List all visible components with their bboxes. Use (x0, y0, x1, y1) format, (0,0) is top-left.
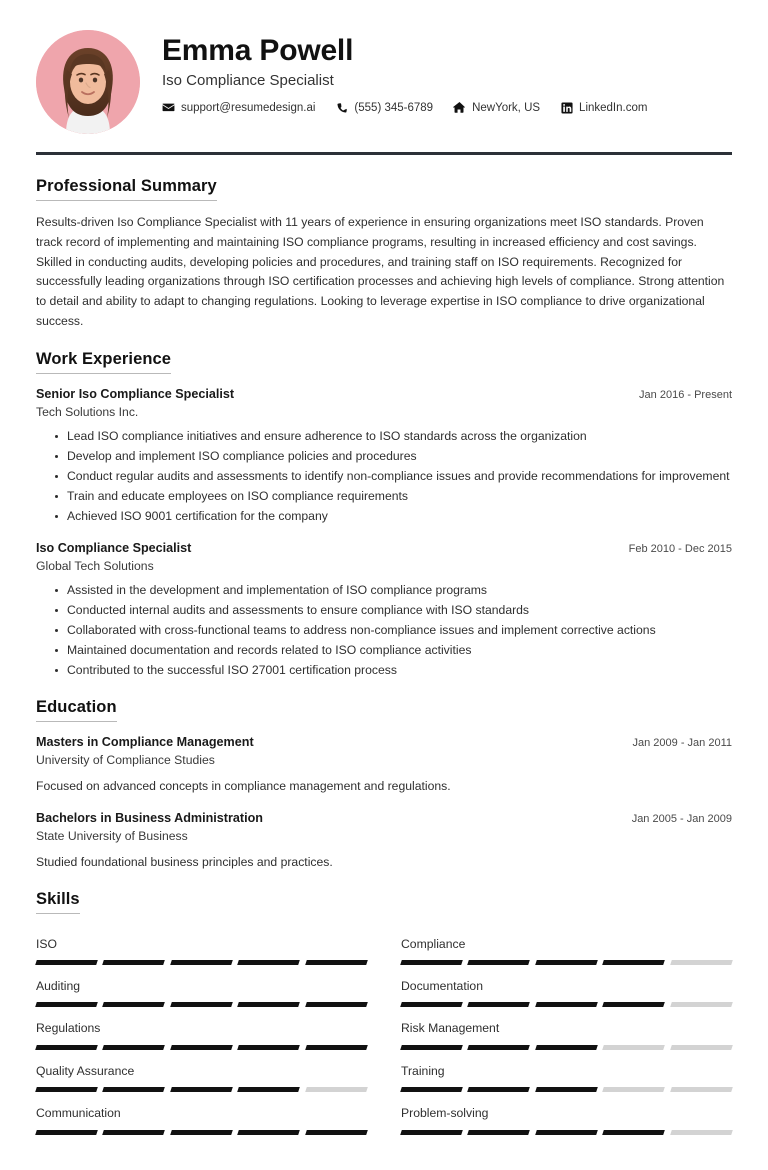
work-date-range: Jan 2016 - Present (639, 388, 732, 401)
skill-level-bar (401, 1087, 732, 1092)
skill-level-segment (237, 1002, 300, 1007)
education-date-range: Jan 2009 - Jan 2011 (632, 737, 732, 749)
skill-level-segment (468, 1087, 531, 1092)
skill-level-segment (535, 1045, 598, 1050)
skill-level-segment (602, 1130, 665, 1135)
education-degree: Masters in Compliance Management (36, 735, 254, 749)
skill-label: Training (401, 1063, 445, 1078)
skill-level-bar (36, 1087, 367, 1092)
skill-level-segment (670, 960, 733, 965)
education-entry (36, 810, 732, 872)
skill-item (36, 1010, 367, 1052)
skill-level-segment (670, 1002, 733, 1007)
work-entry-head (36, 386, 732, 403)
contact-linkedin-text: LinkedIn.com (579, 101, 648, 114)
work-entry-head (36, 540, 732, 557)
skill-level-segment (400, 1130, 463, 1135)
section-skills (36, 890, 732, 1138)
skill-level-segment (400, 1045, 463, 1050)
skill-level-segment (670, 1087, 733, 1092)
skill-level-segment (35, 1087, 98, 1092)
skill-level-bar (401, 1130, 732, 1135)
resume-header (36, 30, 732, 152)
contact-location[interactable] (453, 101, 540, 114)
skill-label: Regulations (36, 1021, 101, 1036)
skill-item (401, 1053, 732, 1095)
list-item: Lead ISO compliance initiatives and ensure adherence to ISO standards across the organization (55, 427, 732, 446)
skill-level-segment (103, 960, 166, 965)
skill-level-segment (305, 1045, 368, 1050)
phone-icon (335, 101, 348, 114)
education-school: State University of Business (36, 828, 188, 843)
skill-level-bar (401, 1045, 732, 1050)
avatar-photo (36, 30, 140, 134)
skill-level-segment (170, 1002, 233, 1007)
list-item: Contributed to the successful ISO 27001 certification process (55, 661, 732, 680)
education-description: Focused on advanced concepts in compliance management and regulations. (36, 779, 451, 794)
list-item: Achieved ISO 9001 certification for the company (55, 507, 732, 526)
section-professional-summary (36, 177, 732, 332)
skill-item (36, 1095, 367, 1137)
skill-level-segment (602, 1045, 665, 1050)
skill-level-segment (602, 1002, 665, 1007)
section-heading-work: Work Experience (36, 350, 171, 374)
skill-level-segment (237, 1130, 300, 1135)
skill-level-segment (400, 1002, 463, 1007)
list-item: Conduct regular audits and assessments to identify non-compliance issues and provide recommendations for improvement (55, 467, 732, 486)
section-heading-education: Education (36, 698, 117, 722)
skill-level-segment (170, 1087, 233, 1092)
skill-level-segment (170, 1130, 233, 1135)
skill-level-segment (35, 1002, 98, 1007)
section-heading-summary: Professional Summary (36, 177, 217, 201)
work-job-title: Senior Iso Compliance Specialist (36, 386, 235, 401)
skill-level-segment (400, 1087, 463, 1092)
education-entry-head (36, 810, 732, 827)
section-work-experience (36, 350, 732, 680)
work-company: Tech Solutions Inc. (36, 404, 139, 419)
contact-linkedin[interactable] (560, 101, 647, 114)
skill-label: Communication (36, 1106, 121, 1121)
education-entry-head (36, 734, 732, 751)
skill-level-segment (535, 960, 598, 965)
skill-level-segment (35, 960, 98, 965)
contact-phone-text: (555) 345-6789 (354, 101, 434, 114)
skill-item (401, 968, 732, 1010)
skill-level-segment (35, 1130, 98, 1135)
skill-label: Risk Management (401, 1021, 500, 1036)
section-heading-skills: Skills (36, 890, 80, 914)
skill-label: Quality Assurance (36, 1063, 135, 1078)
skill-level-segment (400, 960, 463, 965)
skill-label: Compliance (401, 936, 466, 951)
skill-label: ISO (36, 936, 57, 951)
linkedin-icon (560, 101, 573, 114)
skills-grid (36, 926, 732, 1138)
home-icon (453, 101, 466, 114)
work-bullet-list (36, 581, 732, 680)
work-entry (36, 386, 732, 526)
skill-level-segment (103, 1045, 166, 1050)
work-date-range: Feb 2010 - Dec 2015 (628, 542, 732, 555)
education-description: Studied foundational business principles and practices. (36, 855, 333, 870)
skill-level-segment (103, 1130, 166, 1135)
education-school: University of Compliance Studies (36, 753, 215, 767)
education-degree: Bachelors in Business Administration (36, 810, 263, 825)
work-company: Global Tech Solutions (36, 558, 154, 573)
skill-item (36, 968, 367, 1010)
section-education (36, 698, 732, 872)
skill-label: Auditing (36, 979, 81, 993)
skill-level-segment (670, 1045, 733, 1050)
page-title: Emma Powell (162, 34, 354, 67)
skill-level-segment (170, 1045, 233, 1050)
skill-level-segment (35, 1045, 98, 1050)
skill-level-segment (237, 960, 300, 965)
skill-level-bar (36, 960, 367, 965)
skill-level-segment (170, 960, 233, 965)
contact-location-text: NewYork, US (472, 101, 541, 114)
contact-list (162, 101, 732, 114)
skill-level-segment (535, 1087, 598, 1092)
skill-level-segment (468, 1002, 531, 1007)
skill-level-segment (468, 960, 531, 965)
skill-level-bar (401, 960, 732, 965)
skill-level-segment (670, 1130, 733, 1135)
skill-label: Problem-solving (401, 1106, 489, 1121)
work-entry (36, 540, 732, 680)
skill-label: Documentation (401, 979, 483, 993)
skill-level-bar (401, 1002, 732, 1007)
skill-level-segment (535, 1002, 598, 1007)
skill-level-bar (36, 1002, 367, 1007)
skill-level-segment (468, 1130, 531, 1135)
header-divider (36, 152, 732, 155)
avatar (36, 30, 140, 134)
skill-level-segment (602, 960, 665, 965)
skill-level-bar (36, 1045, 367, 1050)
skill-level-segment (305, 960, 368, 965)
summary-text: Results-driven Iso Compliance Specialist with 11 years of experience in ensuring organizations meet ISO standards. Proven track record of implementing and maintaining ISO compliance programs, resulting in increased efficiency and cost savings. Skilled in conducting audits, developing policies and procedures, and training staff on ISO requirements. Recognized for successfully leading organizations through ISO certification processes and achieving high levels of compliance. Strong attention to detail and ability to adapt to changing regulations. Looking to leverage expertise in ISO compliance to drive organizational success. (36, 215, 725, 328)
skill-level-segment (237, 1045, 300, 1050)
list-item: Collaborated with cross-functional teams to address non-compliance issues and implement corrective actions (55, 621, 732, 640)
skill-item (36, 926, 367, 968)
skill-level-segment (468, 1045, 531, 1050)
skill-level-segment (305, 1002, 368, 1007)
skill-level-segment (237, 1087, 300, 1092)
skill-level-bar (36, 1130, 367, 1135)
list-item: Conducted internal audits and assessments to ensure compliance with ISO standards (55, 601, 732, 620)
education-date-range: Jan 2005 - Jan 2009 (631, 812, 732, 825)
skill-level-segment (305, 1087, 368, 1092)
skill-level-segment (602, 1087, 665, 1092)
education-entry (36, 734, 732, 796)
skill-item (36, 1053, 367, 1095)
list-item: Train and educate employees on ISO compliance requirements (55, 487, 732, 506)
envelope-icon (162, 101, 175, 114)
work-bullet-list (36, 427, 732, 526)
skill-item (401, 926, 732, 968)
contact-phone[interactable] (335, 101, 433, 114)
header-text (162, 30, 732, 114)
skill-level-segment (535, 1130, 598, 1135)
list-item: Develop and implement ISO compliance policies and procedures (55, 447, 732, 466)
contact-email[interactable] (162, 101, 315, 114)
skill-level-segment (103, 1002, 166, 1007)
list-item: Assisted in the development and implementation of ISO compliance programs (55, 581, 732, 600)
list-item: Maintained documentation and records related to ISO compliance activities (55, 641, 732, 660)
skill-item (401, 1095, 732, 1137)
skill-item (401, 1010, 732, 1052)
skill-level-segment (103, 1087, 166, 1092)
contact-email-text: support@resumedesign.ai (181, 101, 316, 114)
job-role-subtitle: Iso Compliance Specialist (162, 71, 334, 89)
skill-level-segment (305, 1130, 368, 1135)
work-job-title: Iso Compliance Specialist (36, 540, 192, 555)
